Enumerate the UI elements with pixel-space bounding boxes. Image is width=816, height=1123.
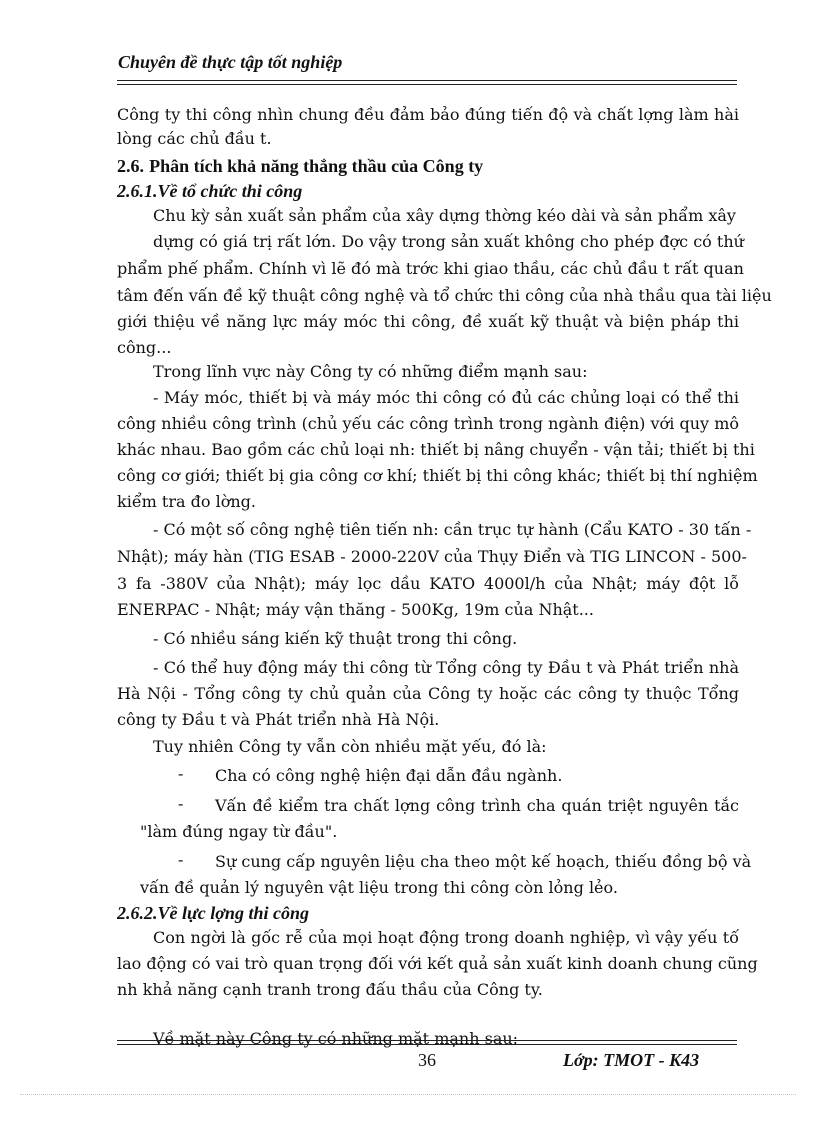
text-line: công cơ giới; thiết bị gia công cơ khí; thiết bị thi công khác; thiết bị thí nghiệm bbox=[117, 466, 758, 485]
subsection-heading: 2.6.1.Về tổ chức thi công bbox=[117, 181, 303, 201]
text-line: Tuy nhiên Công ty vẫn còn nhiều mặt yếu, đó là: bbox=[153, 737, 547, 756]
text-line: Chu kỳ sản xuất sản phẩm của xây dựng thờng kéo dài và sản phẩm xây bbox=[153, 206, 736, 225]
text-line: kiểm tra đo lờng. bbox=[117, 492, 256, 511]
footer-rule-top bbox=[117, 1040, 737, 1041]
section-number: 2.6. bbox=[117, 156, 144, 176]
text-line: công ty Đầu t và Phát triển nhà Hà Nội. bbox=[117, 710, 440, 729]
text-line: Trong lĩnh vực này Công ty có những điểm mạnh sau: bbox=[153, 362, 588, 381]
text-line: Nhật); máy hàn (TIG ESAB - 2000-220V của Thụy Điển và TIG LINCON - 500- bbox=[117, 547, 747, 566]
text-line: giới thiệu về năng lực máy móc thi công, đề xuất kỹ thuật và biện pháp thi bbox=[117, 312, 739, 331]
subsection-heading: 2.6.2.Về lực lợng thi công bbox=[117, 903, 309, 923]
class-label: Lớp: TMOT - K43 bbox=[563, 1050, 700, 1070]
page-number: 36 bbox=[418, 1050, 436, 1070]
header-title: Chuyên đề thực tập tốt nghiệp bbox=[118, 52, 343, 72]
bullet-text: Vấn đề kiểm tra chất lợng công trình cha quán triệt nguyên tắc bbox=[215, 796, 739, 815]
bullet-dash: - bbox=[178, 764, 184, 783]
text-line: ENERPAC - Nhật; máy vận thăng - 500Kg, 19m của Nhật... bbox=[117, 600, 594, 619]
bullet-text: Sự cung cấp nguyên liệu cha theo một kế hoạch, thiếu đồng bộ và bbox=[215, 852, 752, 871]
text-line: khác nhau. Bao gồm các chủ loại nh: thiết bị nâng chuyển - vận tải; thiết bị thi bbox=[117, 440, 755, 459]
bullet-text: Cha có công nghệ hiện đại dẫn đầu ngành. bbox=[215, 766, 563, 785]
bullet-dash: - bbox=[178, 794, 184, 813]
text-line: phẩm phế phẩm. Chính vì lẽ đó mà trớc khi giao thầu, các chủ đầu t rất quan bbox=[117, 259, 744, 278]
bullet-text-cont: "làm đúng ngay từ đầu". bbox=[140, 822, 338, 841]
text-line: lòng các chủ đầu t. bbox=[117, 129, 272, 148]
header-rule-top bbox=[117, 80, 737, 81]
text-line: - Có thể huy động máy thi công từ Tổng công ty Đầu t và Phát triển nhà bbox=[153, 658, 739, 677]
bullet-text-cont: vấn đề quản lý nguyên vật liệu trong thi công còn lỏng lẻo. bbox=[140, 878, 618, 897]
text-line: công nhiều công trình (chủ yếu các công trình trong ngành điện) với quy mô bbox=[117, 414, 739, 433]
text-line: Công ty thi công nhìn chung đều đảm bảo đúng tiến độ và chất lợng làm hài bbox=[117, 105, 739, 124]
section-title: Phân tích khả năng thắng thầu của Công ty bbox=[149, 156, 484, 176]
text-line: - Có nhiều sáng kiến kỹ thuật trong thi công. bbox=[153, 629, 518, 648]
bullet-dash: - bbox=[178, 850, 184, 869]
text-line: dựng có giá trị rất lớn. Do vậy trong sản xuất không cho phép đợc có thứ bbox=[153, 232, 744, 251]
text-line: Hà Nội - Tổng công ty chủ quản của Công ty hoặc các công ty thuộc Tổng bbox=[117, 684, 739, 703]
section-heading bbox=[117, 154, 739, 179]
text-line: - Có một số công nghệ tiên tiến nh: cần trục tự hành (Cẩu KATO - 30 tấn - bbox=[153, 520, 752, 539]
text-line: Về mặt này Công ty có những mặt mạnh sau: bbox=[153, 1029, 519, 1048]
text-line: Con ngời là gốc rễ của mọi hoạt động trong doanh nghiệp, vì vậy yếu tố bbox=[153, 928, 739, 947]
text-line: - Máy móc, thiết bị và máy móc thi công có đủ các chủng loại có thể thi bbox=[153, 388, 739, 407]
text-line: 3 fa -380V của Nhật); máy lọc dầu KATO 4000l/h của Nhật; máy đột lỗ bbox=[117, 574, 739, 593]
page-edge-divider bbox=[20, 1094, 796, 1095]
text-line: công... bbox=[117, 338, 172, 357]
text-line: tâm đến vấn đề kỹ thuật công nghệ và tổ chức thi công của nhà thầu qua tài liệu bbox=[117, 286, 772, 305]
text-line: lao động có vai trò quan trọng đối với kết quả sản xuất kinh doanh chung cũng bbox=[117, 954, 758, 973]
header-rule-bottom bbox=[117, 84, 737, 85]
text-line: nh khả năng cạnh tranh trong đấu thầu của Công ty. bbox=[117, 980, 543, 999]
footer-rule-bottom bbox=[117, 1044, 737, 1045]
